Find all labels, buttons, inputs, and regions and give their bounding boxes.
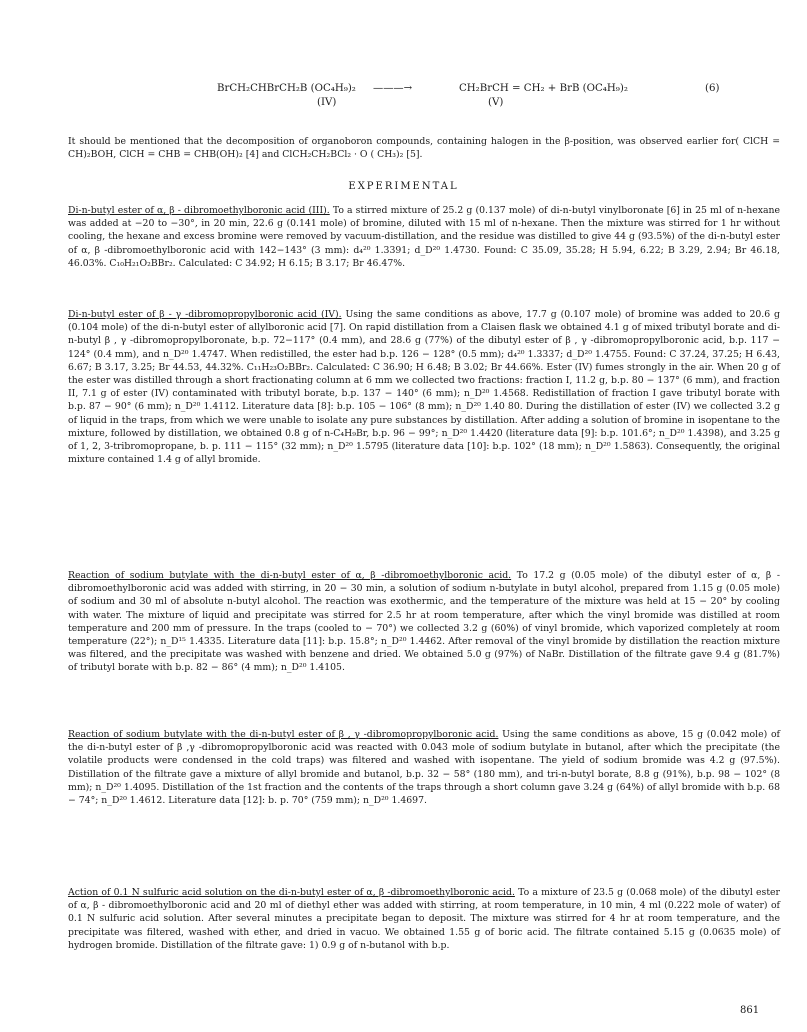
paragraph-title: Reaction of sodium butylate with the di-n-butyl ester of α, β -dibromoethylboronic acid. xyxy=(68,570,512,581)
equation-products: CH₂BrCH = CH₂ + BrB (OC₄H₉)₂ xyxy=(459,83,628,94)
paragraph-butylate-ethyl-reaction xyxy=(68,569,780,675)
paragraph-sulfuric-acid-action xyxy=(68,886,780,952)
equation-number: (6) xyxy=(705,83,720,94)
paragraph-butylate-propyl-reaction xyxy=(68,728,780,807)
paragraph-title: Di-n-butyl ester of α, β - dibromoethylboronic acid (III). xyxy=(68,205,330,216)
reaction-equation xyxy=(217,83,777,113)
paragraph-body: To 17.2 g (0.05 mole) of the dibutyl ester of α, β -dibromoethylboronic acid was added with stirring, in 20 − 30 min, a solution of sodium n-butylate in butyl alcohol, prepared from 1.15 g (0.05 mole) of sodium and 30 ml of absolute n-butyl alcohol. The reaction was exothermic, and the temperature of the mixture was held at 15 − 20° by cooling with water. The mixture of liquid and precipitate was stirred for 2.5 hr at room temperature, after which the vinyl bromide was distilled at room temperature and 200 mm of pressure. In the traps (cooled to − 70°) we collected 3.2 g (60%) of vinyl bromide, which vaporized completely at room temperature (22°); n_D¹⁵ 1.4335. Literature data [11]: b.p. 15.8°; n_D²⁰ 1.4462. After removal of the vinyl bromide by distillation the reaction mixture was filtered, and the precipitate was washed with benzene and dried. We obtained 5.0 g (97%) of NaBr. Distillation of the filtrate gave 9.4 g (81.7%) of tributyl borate with b.p. 82 − 86° (4 mm); n_D²⁰ 1.4105. xyxy=(68,570,780,674)
equation-reactant: BrCH₂CHBrCH₂B (OC₄H₉)₂ xyxy=(217,83,356,94)
section-heading: EXPERIMENTAL xyxy=(348,181,459,192)
paragraph-body: To a stirred mixture of 25.2 g (0.137 mole) of di-n-butyl vinylboronate [6] in 25 ml of n-hexane was added at −20 to −30°, in 20 min, 22.6 g (0.141 mole) of bromine, diluted with 15 ml of n-hexane. Then the mixture was stirred for 1 hr without cooling, the hexane and excess bromine were removed by vacuum-distillation, and the residue was distilled to give 44 g (93.5%) of the di-n-butyl ester of α, β -dibromoethylboronic acid with 142−143° (3 mm): d₄²⁰ 1.3391; d_D²⁰ 1.4730. Found: C 35.09, 35.28; H 5.94, 6.22; B 3.29, 2.94; Br 46.18, 46.03%. C₁₀H₂₁O₂BBr₂. Calculated: C 34.92; H 6.15; B 3.17; Br 46.47%. xyxy=(68,205,781,269)
paragraph-body: Using the same conditions as above, 15 g (0.042 mole) of the di-n-butyl ester of β ,γ -dibromopropylboronic acid was reacted with 0.043 mole of sodium butylate in butanol, after which the precipitate (the volatile products were condensed in the cold traps) was filtered and washed with isopentane. The yield of sodium bromide was 4.2 g (97.5%). Distillation of the filtrate gave a mixture of allyl bromide and butanol, b.p. 32 − 58° (180 mm), and tri-n-butyl borate, 8.8 g (91%), b.p. 98 − 102° (8 mm); n_D²⁰ 1.4095. Distillation of the 1st fraction and the contents of the traps through a short column gave 3.24 g (64%) of allyl bromide with b.p. 68 − 74°; n_D²⁰ 1.4612. Literature data [12]: b. p. 70° (759 mm); n_D²⁰ 1.4697. xyxy=(68,729,780,807)
paragraph-dibromoethylboronic-ester xyxy=(68,204,780,270)
paragraph-body: Using the same conditions as above, 17.7 g (0.107 mole) of bromine was added to 20.6 g (0.104 mole) of the di-n-butyl ester of allylboronic acid [7]. On rapid distillation from a Claisen flask we obtained 4.1 g of mixed tributyl borate and di-n-butyl β , γ -dibromopropylboronate, b.p. 72−117° (0.4 mm), and 28.6 g (77%) of the dibutyl ester of β , γ -dibromopropylboronic acid, b.p. 117 − 124° (0.4 mm), and n_D²⁰ 1.4747. When redistilled, the ester had b.p. 126 − 128° (0.5 mm); d₄²⁰ 1.3337; d_D²⁰ 1.4755. Found: C 37.24, 37.25; H 6.43, 6.67; B 3.17, 3.25; Br 44.53, 44.32%. C₁₁H₂₃O₂BBr₂. Calculated: C 36.90; H 6.48; B 3.02; Br 44.66%. Ester (IV) fumes strongly in the air. When 20 g of the ester was distilled through a short fractionating column at 6 mm we collected two fractions: fraction I, 11.2 g, b.p. 80 − 137° (6 mm), and fraction II, 7.1 g of ester (IV) contaminated with tributyl borate, b.p. 137 − 140° (6 mm); n_D²⁰ 1.4568. Redistillation of fraction I gave tributyl borate with b.p. 87 − 90° (6 mm); n_D²⁰ 1.4112. Literature data [8]: b.p. 105 − 106° (8 mm); n_D²⁰ 1.40 80. During the distillation of ester (IV) we collected 3.2 g of liquid in the traps, from which we were unable to isolate any pure substances by distillation. After adding a solution of bromine in isopentane to the mixture, followed by distillation, we obtained 0.8 g of n-C₄H₉Br, b.p. 96 − 99°; n_D²⁰ 1.4420 (literature data [9]: b.p. 101.6°; n_D²⁰ 1.4398), and 3.25 g of 1, 2, 3-tribromopropane, b. p. 111 − 115° (32 mm); n_D²⁰ 1.5795 (literature data [10]: b.p. 102° (18 mm); n_D²⁰ 1.5863). Consequently, the original mixture contained 1.4 g of allyl bromide. xyxy=(68,309,780,466)
intro-paragraph xyxy=(68,135,780,161)
paragraph-dibromopropylboronic-ester xyxy=(68,308,780,466)
paragraph-title: Di-n-butyl ester of β - γ -dibromopropylboronic acid (IV). xyxy=(68,309,342,320)
page-number: 861 xyxy=(740,1005,760,1016)
paragraph-title: Reaction of sodium butylate with the di-n-butyl ester of β , γ -dibromopropylboronic acid. xyxy=(68,729,499,740)
paragraph-body: To a mixture of 23.5 g (0.068 mole) of the dibutyl ester of α, β - dibromoethylboronic acid and 20 ml of diethyl ether was added with stirring, at room temperature, in 10 min, 4 ml (0.222 mole of water) of 0.1 N sulfuric acid solution. After several minutes a precipitate began to deposit. The mixture was stirred for 4 hr at room temperature, and the precipitate was filtered, washed with ether, and dried in vacuo. We obtained 1.55 g of boric acid. The filtrate contained 5.15 g (0.0635 mole) of hydrogen bromide. Distillation of the filtrate gave: 1) 0.9 g of n-butanol with b.p. xyxy=(68,887,781,951)
reaction-arrow: ———→ xyxy=(373,83,413,94)
intro-text: It should be mentioned that the decomposition of organoboron compounds, containing halogen in the β-position, was observed earlier for( ClCH = CH)₂BOH, ClCH = CHB = CHB(OH)₂ [4] and ClCH₂CH₂BCl₂ · O ( CH₃)₂ [5]. xyxy=(68,136,780,161)
equation-reactant-label: (IV) xyxy=(317,97,337,108)
equation-product-label: (V) xyxy=(488,97,504,108)
paragraph-title: Action of 0.1 N sulfuric acid solution on the di-n-butyl ester of α, β -dibromoethylboronic acid. xyxy=(68,887,515,898)
